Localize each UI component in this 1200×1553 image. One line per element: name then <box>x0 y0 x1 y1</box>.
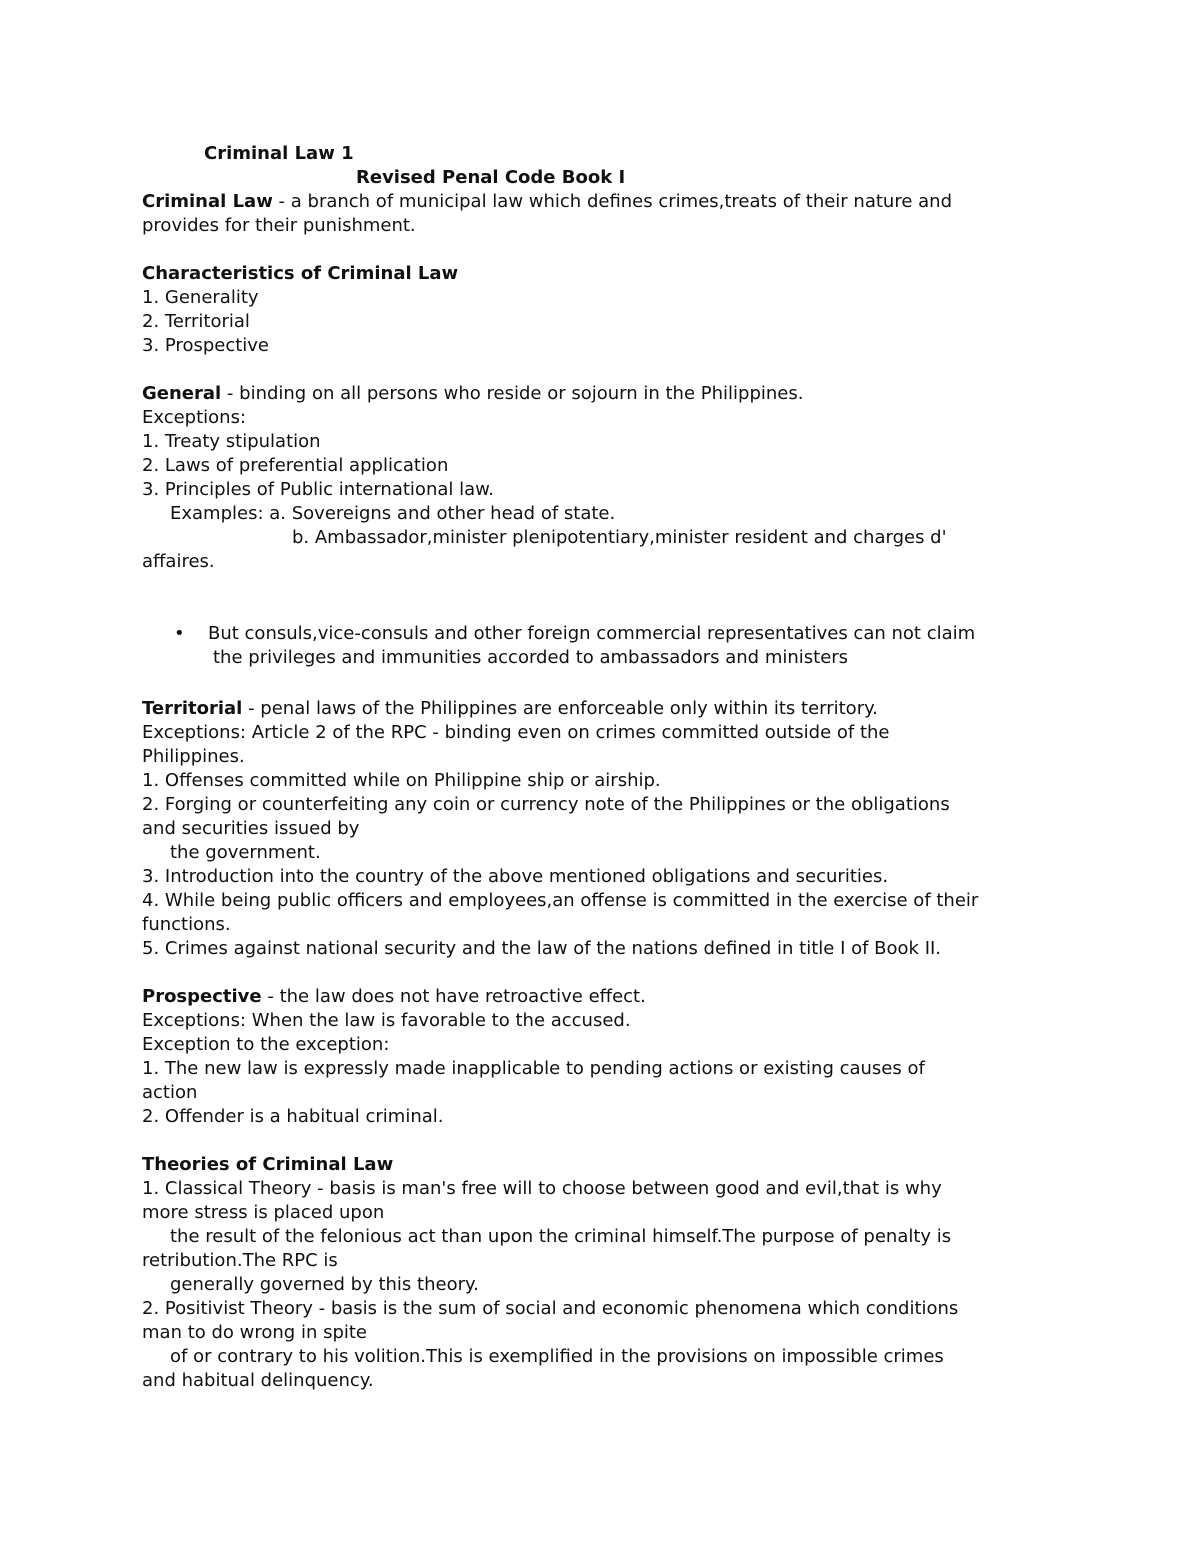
positivist-theory-cont: of or contrary to his volition.This is exemplified in the provisions on impossible crimes <box>170 1346 944 1367</box>
territorial-text: - penal laws of the Philippines are enforceable only within its territory. <box>242 698 878 719</box>
characteristics-item: 2. Territorial <box>142 311 250 332</box>
prospective-item-cont: action <box>142 1082 198 1103</box>
classical-theory-cont: the result of the felonious act than upon the criminal himself.The purpose of penalty is <box>170 1226 952 1247</box>
document-body <box>142 142 1062 1393</box>
classical-theory-cont: retribution.The RPC is <box>142 1250 338 1271</box>
bullet-text-line1: But consuls,vice-consuls and other foreign commercial representatives can not claim <box>208 623 976 644</box>
positivist-theory-cont: and habitual delinquency. <box>142 1370 374 1391</box>
characteristics-heading: Characteristics of Criminal Law <box>142 263 459 284</box>
territorial-item-cont: and securities issued by <box>142 818 360 839</box>
prospective-text: - the law does not have retroactive effect. <box>261 986 646 1007</box>
territorial-item: 5. Crimes against national security and the law of the nations defined in title I of Book II. <box>142 938 942 959</box>
general-exception-item: 2. Laws of preferential application <box>142 455 449 476</box>
territorial-item-cont: the government. <box>170 842 321 863</box>
territorial-exceptions-line2: Philippines. <box>142 746 245 767</box>
consuls-bullet <box>142 622 1062 670</box>
general-exceptions-label: Exceptions: <box>142 407 247 428</box>
positivist-theory: 2. Positivist Theory - basis is the sum of social and economic phenomena which conditions <box>142 1298 959 1319</box>
classical-theory-cont: more stress is placed upon <box>142 1202 385 1223</box>
prospective-exception-to-exception: Exception to the exception: <box>142 1034 390 1055</box>
document-subtitle: Revised Penal Code Book I <box>356 167 626 188</box>
territorial-line <box>142 697 1062 721</box>
prospective-term: Prospective <box>142 986 262 1007</box>
general-term: General <box>142 383 222 404</box>
prospective-exceptions: Exceptions: When the law is favorable to the accused. <box>142 1010 631 1031</box>
general-examples-b: b. Ambassador,minister plenipotentiary,minister resident and charges d' <box>292 527 947 548</box>
territorial-exceptions-line1: Exceptions: Article 2 of the RPC - binding even on crimes committed outside of the <box>142 722 890 743</box>
theories-heading: Theories of Criminal Law <box>142 1154 394 1175</box>
bullet-text-line2: the privileges and immunities accorded to ambassadors and ministers <box>213 647 849 668</box>
territorial-item-cont: functions. <box>142 914 231 935</box>
general-exception-item: 1. Treaty stipulation <box>142 431 321 452</box>
definition-line <box>142 190 1062 214</box>
general-examples-b-cont: affaires. <box>142 551 215 572</box>
definition-cont: provides for their punishment. <box>142 215 416 236</box>
general-text: - binding on all persons who reside or sojourn in the Philippines. <box>221 383 804 404</box>
bullet-icon: • <box>174 623 185 644</box>
territorial-item: 4. While being public officers and employees,an offense is committed in the exercise of their <box>142 890 979 911</box>
territorial-item: 2. Forging or counterfeiting any coin or currency note of the Philippines or the obligations <box>142 794 950 815</box>
definition-term: Criminal Law <box>142 191 273 212</box>
territorial-item: 3. Introduction into the country of the above mentioned obligations and securities. <box>142 866 889 887</box>
characteristics-item: 3. Prospective <box>142 335 270 356</box>
general-exception-item: 3. Principles of Public international law. <box>142 479 494 500</box>
prospective-item: 1. The new law is expressly made inapplicable to pending actions or existing causes of <box>142 1058 925 1079</box>
characteristics-item: 1. Generality <box>142 287 259 308</box>
document-title: Criminal Law 1 <box>204 143 354 164</box>
prospective-line <box>142 985 1062 1009</box>
general-line <box>142 382 1062 406</box>
classical-theory-cont: generally governed by this theory. <box>170 1274 479 1295</box>
definition-text: - a branch of municipal law which defines crimes,treats of their nature and <box>272 191 952 212</box>
territorial-item: 1. Offenses committed while on Philippine ship or airship. <box>142 770 661 791</box>
prospective-item: 2. Offender is a habitual criminal. <box>142 1106 444 1127</box>
positivist-theory-cont: man to do wrong in spite <box>142 1322 368 1343</box>
general-examples-a: Examples: a. Sovereigns and other head of state. <box>170 503 616 524</box>
territorial-term: Territorial <box>142 698 243 719</box>
classical-theory: 1. Classical Theory - basis is man's free will to choose between good and evil,that is why <box>142 1178 942 1199</box>
